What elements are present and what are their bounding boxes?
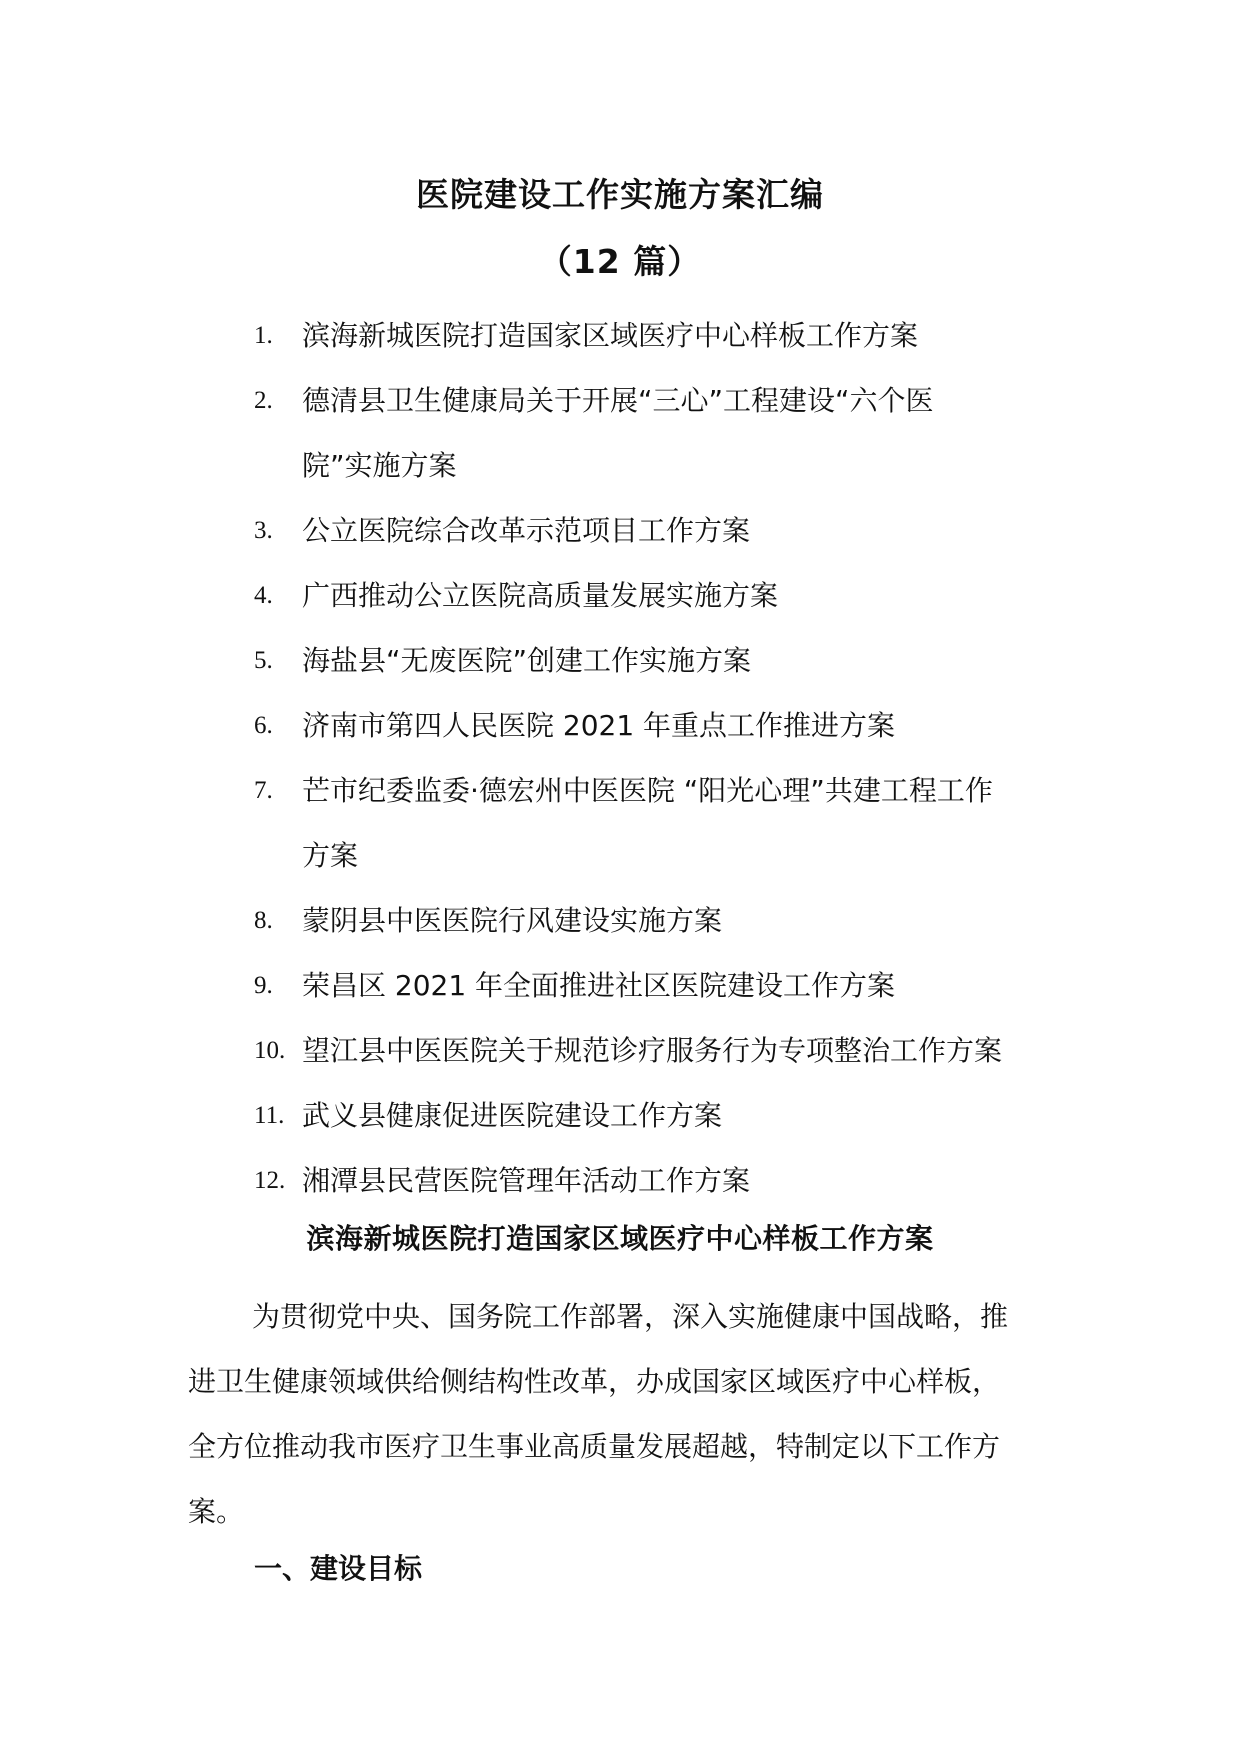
paragraph-line: 为贯彻党中央、国务院工作部署，深入实施健康中国战略，推 <box>252 1300 1009 1333</box>
toc-item <box>254 1018 1054 1083</box>
toc-item-number: 7. <box>254 777 273 804</box>
section-title: 滨海新城医院打造国家区域医疗中心样板工作方案 <box>306 1222 934 1255</box>
toc-item-text-continued: 方案 <box>302 839 359 872</box>
toc-item <box>254 628 1054 693</box>
toc-item-number: 9. <box>254 972 273 999</box>
section-heading: 一、建设目标 <box>254 1552 423 1585</box>
toc-item-text: 济南市第四人民医院 2021 年重点工作推进方案 <box>302 709 896 742</box>
toc-item-text: 蒙阴县中医医院行风建设实施方案 <box>302 904 723 937</box>
toc-item <box>254 303 1054 368</box>
paragraph-line: 全方位推动我市医疗卫生事业高质量发展超越，特制定以下工作方 <box>188 1430 1001 1463</box>
toc-item-number: 10. <box>254 1037 286 1064</box>
toc-item-number: 12. <box>254 1167 286 1194</box>
document-title: 医院建设工作实施方案汇编 <box>416 175 824 214</box>
toc-item <box>254 693 1054 758</box>
paragraph-line: 案。 <box>188 1495 245 1528</box>
toc-item-text: 武义县健康促进医院建设工作方案 <box>302 1099 723 1132</box>
paragraph-line: 进卫生健康领域供给侧结构性改革，办成国家区域医疗中心样板， <box>188 1365 1001 1398</box>
toc-item <box>254 1083 1054 1148</box>
toc-item-text: 德清县卫生健康局关于开展“三心”工程建设“六个医 <box>302 384 934 417</box>
toc-item-number: 4. <box>254 582 273 609</box>
toc-item <box>254 368 1054 498</box>
toc-item <box>254 888 1054 953</box>
toc-item <box>254 498 1054 563</box>
toc-item-text: 公立医院综合改革示范项目工作方案 <box>302 514 751 547</box>
toc-item-number: 2. <box>254 387 273 414</box>
toc-item <box>254 953 1054 1018</box>
toc-item-number: 5. <box>254 647 273 674</box>
toc-item-text-continued: 院”实施方案 <box>302 449 457 482</box>
body-paragraph <box>188 1284 1054 1544</box>
toc-item-number: 11. <box>254 1102 285 1129</box>
toc-item <box>254 563 1054 628</box>
toc-item-number: 3. <box>254 517 273 544</box>
toc-item-text: 湘潭县民营医院管理年活动工作方案 <box>302 1164 751 1197</box>
toc-item <box>254 758 1054 888</box>
toc-item-text: 荣昌区 2021 年全面推进社区医院建设工作方案 <box>302 969 896 1002</box>
document-subtitle: （12 篇） <box>538 242 702 281</box>
toc-item <box>254 1148 1054 1213</box>
toc-item-text: 广西推动公立医院高质量发展实施方案 <box>302 579 779 612</box>
toc-item-number: 8. <box>254 907 273 934</box>
toc-item-text: 海盐县“无废医院”创建工作实施方案 <box>302 644 752 677</box>
toc-item-text: 望江县中医医院关于规范诊疗服务行为专项整治工作方案 <box>302 1034 1003 1067</box>
toc-item-number: 1. <box>254 322 273 349</box>
toc-item-text: 芒市纪委监委·德宏州中医医院 “阳光心理”共建工程工作 <box>302 774 993 807</box>
toc-item-text: 滨海新城医院打造国家区域医疗中心样板工作方案 <box>302 319 919 352</box>
toc-item-number: 6. <box>254 712 273 739</box>
table-of-contents <box>254 303 1054 1213</box>
